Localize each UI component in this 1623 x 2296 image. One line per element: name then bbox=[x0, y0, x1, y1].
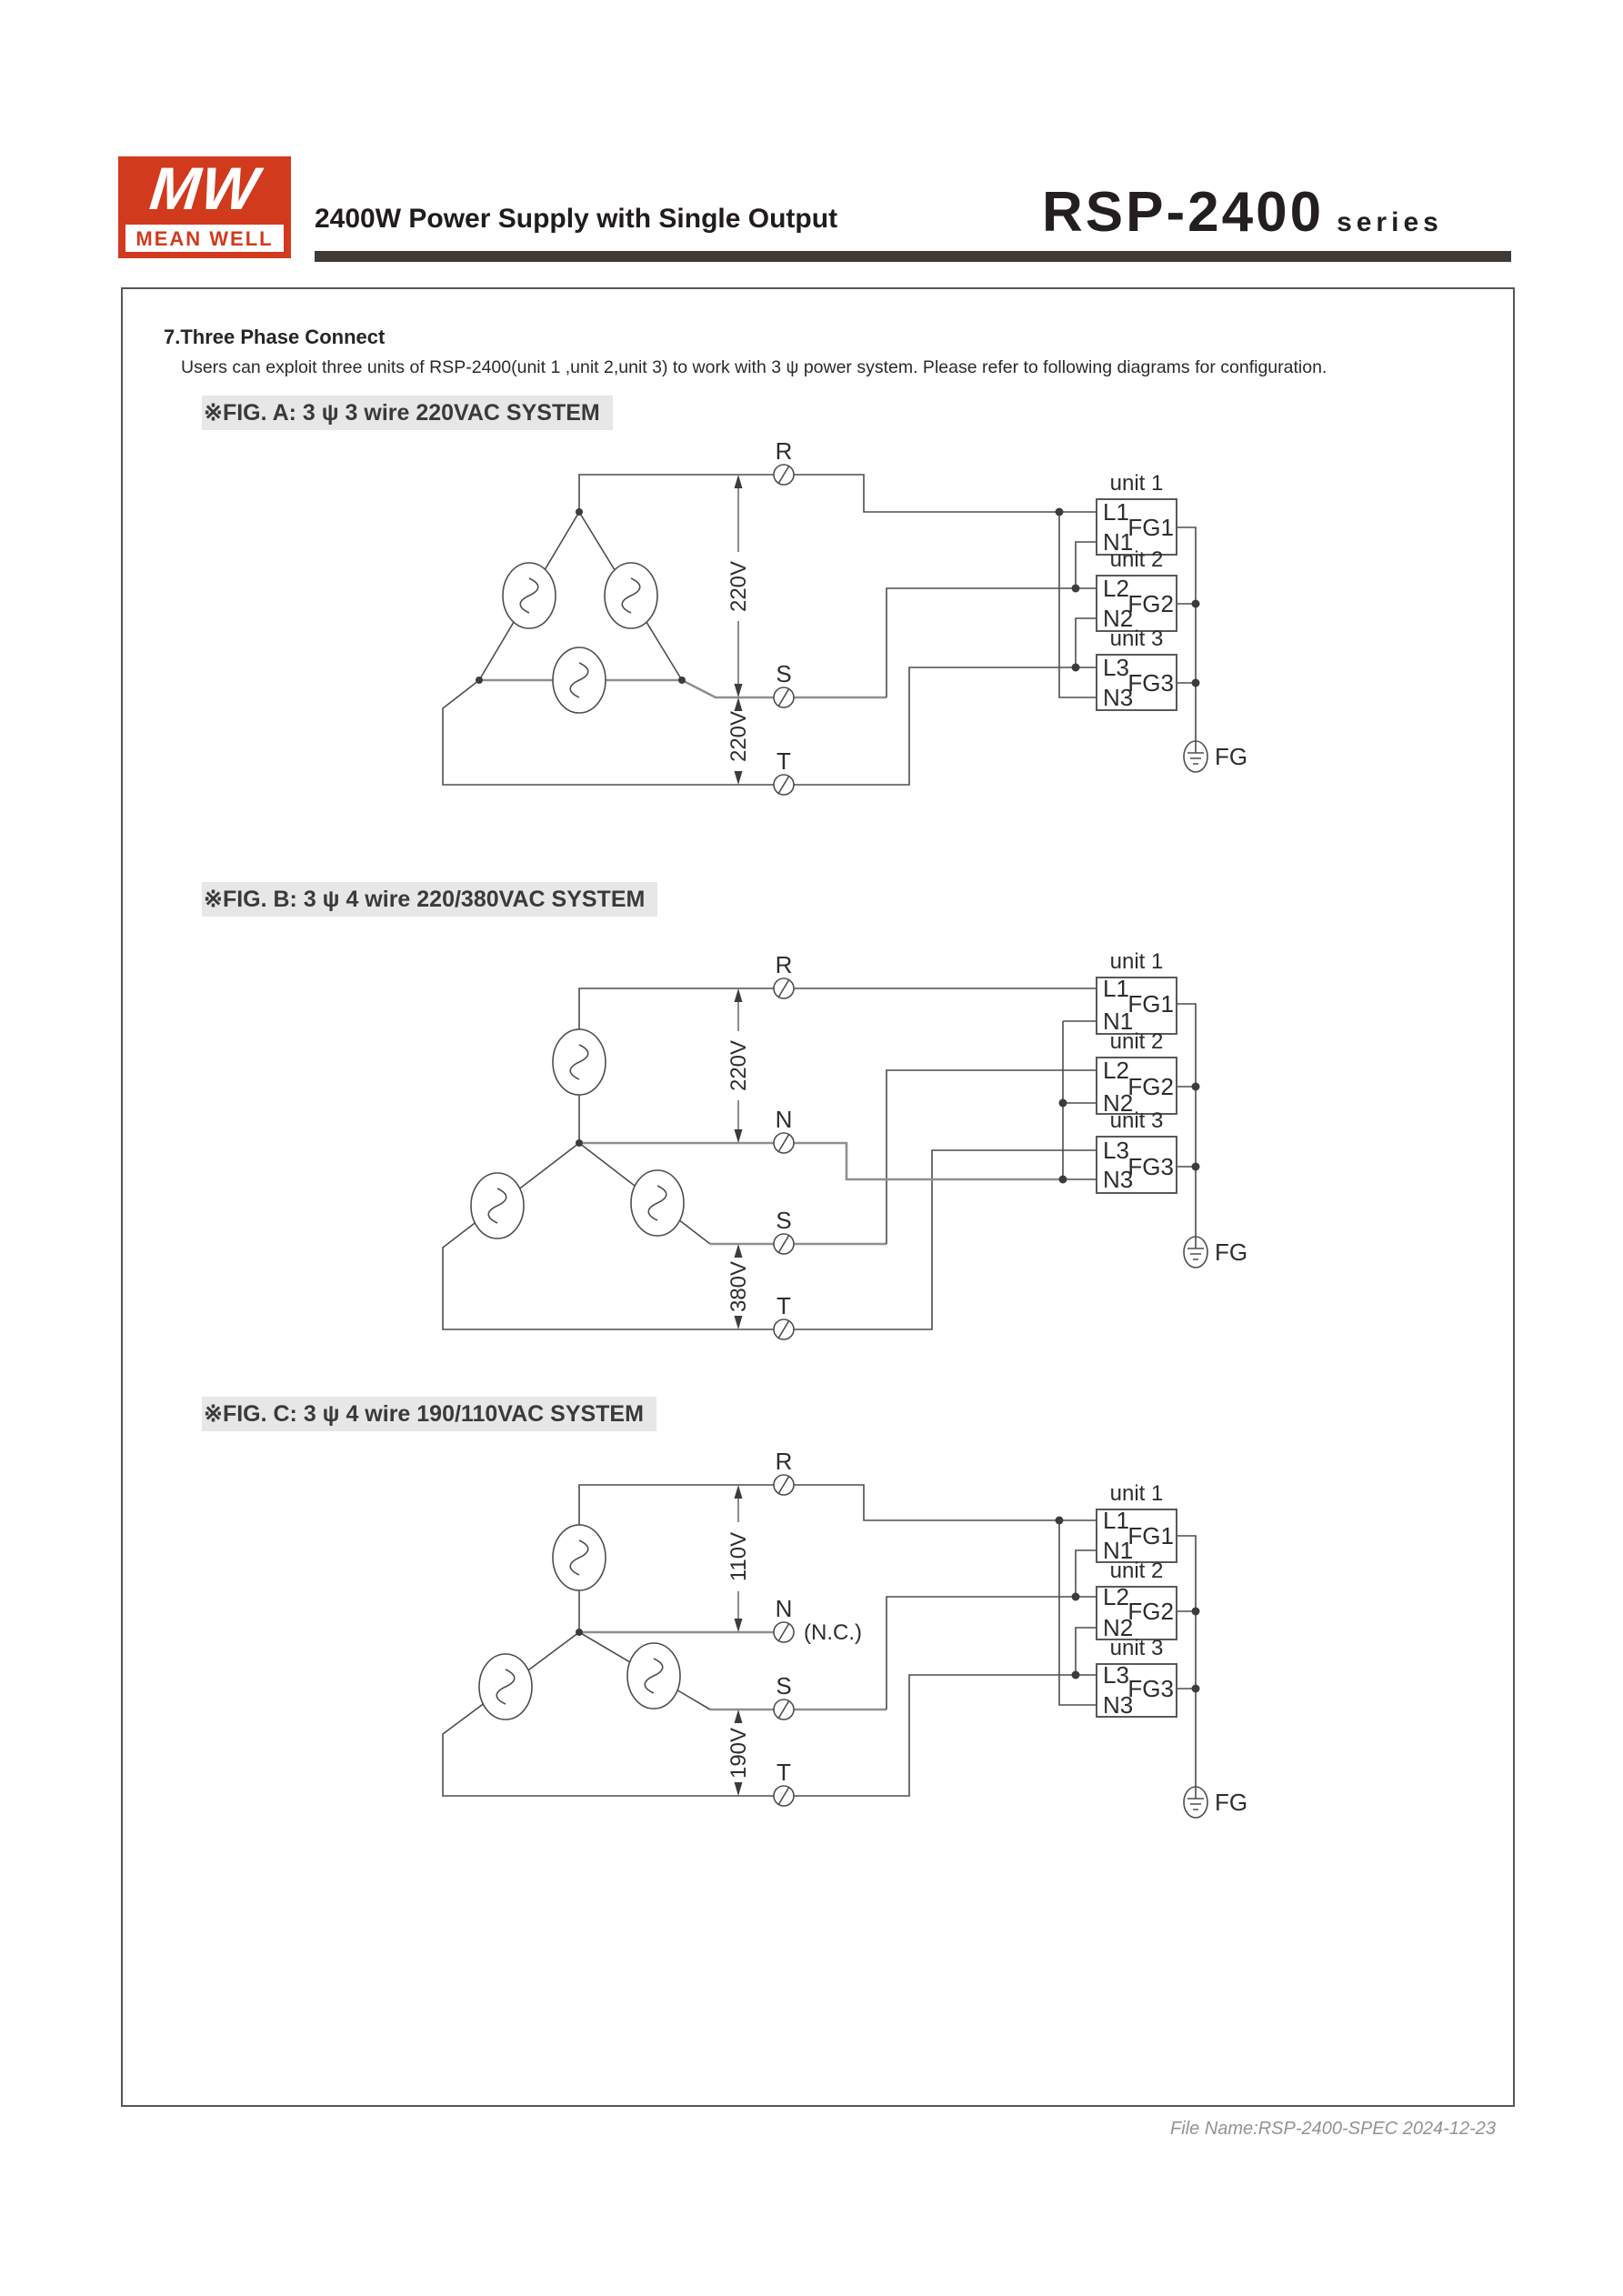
line-terminal-label: L3 bbox=[1103, 1661, 1129, 1689]
neutral-terminal-label: N2 bbox=[1103, 1089, 1134, 1117]
terminal-t-icon bbox=[774, 775, 794, 795]
ac-source-icon bbox=[553, 1029, 606, 1095]
section-body-text: Users can exploit three units of RSP-2400(unit 1 ,unit 2,unit 3) to work with 3 ψ power system. Please refer to following diagrams for configuration. bbox=[181, 357, 1327, 377]
dimension-220v-bottom bbox=[726, 697, 751, 785]
terminal-label-s: S bbox=[776, 1672, 792, 1699]
unit-box-3 bbox=[1097, 627, 1177, 711]
unit-name: unit 1 bbox=[1109, 471, 1164, 496]
terminal-n-icon bbox=[774, 1622, 794, 1642]
junction-dot bbox=[1072, 585, 1080, 593]
ground-label: FG bbox=[1215, 1238, 1248, 1266]
terminal-label-s: S bbox=[776, 1207, 792, 1234]
ac-source-icon bbox=[471, 1173, 524, 1238]
junction-dot bbox=[576, 1629, 583, 1636]
fig-a-heading: ※FIG. A: 3 ψ 3 wire 220VAC SYSTEM bbox=[202, 396, 613, 430]
ground-icon bbox=[1184, 1787, 1207, 1818]
terminal-label-t: T bbox=[776, 1292, 791, 1319]
dimension-110v bbox=[726, 1485, 751, 1632]
junction-dot bbox=[576, 508, 583, 516]
dimension-220v bbox=[726, 988, 751, 1143]
neutral-terminal-label: N3 bbox=[1103, 1166, 1134, 1193]
junction-dot bbox=[1072, 664, 1080, 672]
terminal-label-r: R bbox=[775, 1448, 793, 1475]
unit-name: unit 2 bbox=[1109, 1029, 1164, 1054]
fig-c-wire-s-to-l2 bbox=[887, 1597, 1097, 1709]
junction-dot bbox=[678, 677, 686, 684]
unit-box-1 bbox=[1097, 949, 1177, 1035]
neutral-terminal-label: N3 bbox=[1103, 1691, 1134, 1719]
neutral-terminal-label: N1 bbox=[1103, 1537, 1134, 1564]
dim-label: 220V bbox=[726, 560, 751, 613]
terminal-s-icon bbox=[774, 1699, 794, 1719]
neutral-terminal-label: N1 bbox=[1103, 528, 1134, 556]
fig-c-wire-r-to-l1 bbox=[579, 1485, 1097, 1525]
unit-name: unit 3 bbox=[1109, 627, 1164, 651]
fig-c-wire-t-to-l3 bbox=[443, 1632, 1097, 1796]
terminal-r-icon bbox=[774, 465, 794, 485]
model-series-label: series bbox=[1337, 207, 1443, 237]
fig-c-wire-fg-bus bbox=[1177, 1536, 1196, 1787]
unit-name: unit 1 bbox=[1109, 1481, 1164, 1506]
fig-c-heading: ※FIG. C: 3 ψ 4 wire 190/110VAC SYSTEM bbox=[202, 1397, 656, 1431]
terminal-t-icon bbox=[774, 1786, 794, 1806]
junction-dot bbox=[576, 1139, 583, 1147]
dimension-190v bbox=[726, 1709, 751, 1796]
ground-label: FG bbox=[1215, 743, 1248, 770]
section-title: 7.Three Phase Connect bbox=[164, 326, 386, 348]
junction-dot bbox=[1192, 1163, 1200, 1171]
fg-terminal-label: FG3 bbox=[1127, 1675, 1174, 1702]
line-terminal-label: L1 bbox=[1103, 975, 1129, 1002]
fg-terminal-label: FG3 bbox=[1127, 1153, 1174, 1180]
unit-box-2 bbox=[1097, 547, 1177, 632]
nc-label: (N.C.) bbox=[804, 1620, 862, 1645]
dim-label: 110V bbox=[726, 1531, 751, 1582]
unit-box-3 bbox=[1097, 1108, 1177, 1193]
fig-a-wire-n1-n2-links bbox=[1076, 542, 1097, 667]
fig-a-wire-fg-bus bbox=[1177, 527, 1196, 741]
line-terminal-label: L3 bbox=[1103, 654, 1129, 681]
fg-terminal-label: FG3 bbox=[1127, 669, 1174, 697]
ac-source-icon bbox=[503, 563, 556, 628]
terminal-label-s: S bbox=[776, 660, 792, 687]
dimension-220v-top bbox=[726, 475, 751, 697]
neutral-terminal-label: N3 bbox=[1103, 684, 1134, 711]
dim-label: 220V bbox=[726, 710, 751, 763]
junction-dot bbox=[1192, 1685, 1200, 1693]
fg-terminal-label: FG1 bbox=[1127, 514, 1174, 541]
unit-box-2 bbox=[1097, 1029, 1177, 1117]
neutral-terminal-label: N2 bbox=[1103, 605, 1134, 632]
ac-source-icon bbox=[479, 1654, 532, 1719]
fig-b-wire-fg-bus bbox=[1177, 1004, 1196, 1237]
terminal-n-icon bbox=[774, 1133, 794, 1153]
junction-dot bbox=[1056, 508, 1064, 516]
fig-b-heading: ※FIG. B: 3 ψ 4 wire 220/380VAC SYSTEM bbox=[202, 882, 657, 917]
line-terminal-label: L2 bbox=[1103, 1057, 1129, 1084]
fig-b-diagram bbox=[400, 946, 1273, 1364]
unit-box-1 bbox=[1097, 471, 1177, 556]
meanwell-logo-wordmark: MEAN WELL bbox=[125, 225, 284, 252]
ground-label: FG bbox=[1215, 1789, 1248, 1816]
terminal-label-n: N bbox=[775, 1106, 793, 1133]
junction-dot bbox=[1072, 1671, 1080, 1679]
fg-terminal-label: FG2 bbox=[1127, 590, 1174, 617]
neutral-terminal-label: N2 bbox=[1103, 1614, 1134, 1641]
junction-dot bbox=[1192, 600, 1200, 608]
unit-box-3 bbox=[1097, 1636, 1177, 1719]
terminal-s-icon bbox=[774, 1234, 794, 1254]
junction-dot bbox=[1059, 1099, 1067, 1108]
line-terminal-label: L2 bbox=[1103, 575, 1129, 602]
unit-name: unit 2 bbox=[1109, 547, 1164, 572]
fig-a-diagram bbox=[400, 436, 1273, 837]
fg-terminal-label: FG2 bbox=[1127, 1598, 1174, 1625]
fig-b-neutral-bus bbox=[1063, 1021, 1097, 1179]
fig-a-wire-t-to-l3 bbox=[443, 667, 1097, 785]
fg-terminal-label: FG1 bbox=[1127, 1522, 1174, 1549]
terminal-r-icon bbox=[774, 1475, 794, 1495]
unit-name: unit 1 bbox=[1109, 949, 1164, 974]
model-title bbox=[1042, 180, 1443, 245]
dim-label: 220V bbox=[726, 1039, 751, 1092]
fig-c-wire-n1-n2-links bbox=[1076, 1550, 1097, 1675]
terminal-r-icon bbox=[774, 978, 794, 998]
terminal-label-n: N bbox=[775, 1595, 793, 1622]
fig-c-diagram bbox=[400, 1446, 1273, 1855]
fg-terminal-label: FG1 bbox=[1127, 990, 1174, 1018]
line-terminal-label: L1 bbox=[1103, 1507, 1129, 1534]
junction-dot bbox=[1056, 1517, 1064, 1525]
unit-name: unit 3 bbox=[1109, 1636, 1164, 1660]
fig-b-wire-t-to-l3 bbox=[443, 1143, 1097, 1329]
meanwell-logo bbox=[118, 156, 291, 258]
unit-name: unit 2 bbox=[1109, 1559, 1164, 1583]
junction-dot bbox=[1192, 1608, 1200, 1616]
page-title: 2400W Power Supply with Single Output bbox=[315, 204, 838, 234]
line-terminal-label: L2 bbox=[1103, 1583, 1129, 1610]
model-name: RSP-2400 bbox=[1042, 181, 1325, 244]
fig-b-wire-s-to-l2 bbox=[887, 1070, 1097, 1244]
terminal-label-t: T bbox=[776, 747, 791, 775]
ac-source-icon bbox=[553, 1525, 606, 1590]
ac-source-icon bbox=[627, 1643, 680, 1709]
ac-source-icon bbox=[605, 563, 657, 628]
terminal-label-r: R bbox=[775, 437, 793, 465]
dim-label: 190V bbox=[726, 1727, 751, 1780]
terminal-label-r: R bbox=[775, 951, 793, 978]
ac-source-icon bbox=[553, 647, 606, 713]
dimension-380v bbox=[726, 1244, 751, 1329]
terminal-label-t: T bbox=[776, 1759, 791, 1786]
ground-icon bbox=[1184, 1237, 1207, 1268]
footer-file-info: File Name:RSP-2400-SPEC 2024-12-23 bbox=[1170, 2119, 1496, 2139]
junction-dot bbox=[476, 677, 483, 684]
unit-box-2 bbox=[1097, 1559, 1177, 1641]
junction-dot bbox=[1192, 1083, 1200, 1091]
line-terminal-label: L3 bbox=[1103, 1137, 1129, 1164]
line-terminal-label: L1 bbox=[1103, 498, 1129, 526]
junction-dot bbox=[1072, 1593, 1080, 1601]
terminal-s-icon bbox=[774, 687, 794, 707]
fig-b-wire-r-to-l1 bbox=[579, 988, 1097, 1029]
terminal-t-icon bbox=[774, 1319, 794, 1339]
junction-dot bbox=[1192, 679, 1200, 687]
fig-a-wire-r-to-l1 bbox=[579, 475, 1097, 512]
header-rule bbox=[315, 251, 1511, 262]
dim-label: 380V bbox=[726, 1260, 751, 1313]
ground-icon bbox=[1184, 741, 1207, 772]
unit-box-1 bbox=[1097, 1481, 1177, 1564]
neutral-terminal-label: N1 bbox=[1103, 1008, 1134, 1035]
fg-terminal-label: FG2 bbox=[1127, 1073, 1174, 1100]
unit-name: unit 3 bbox=[1109, 1108, 1164, 1133]
junction-dot bbox=[1059, 1176, 1067, 1184]
fig-a-wire-s-to-l2 bbox=[887, 588, 1097, 697]
ac-source-icon bbox=[631, 1170, 684, 1236]
meanwell-logo-mw-icon: MW bbox=[146, 155, 263, 222]
